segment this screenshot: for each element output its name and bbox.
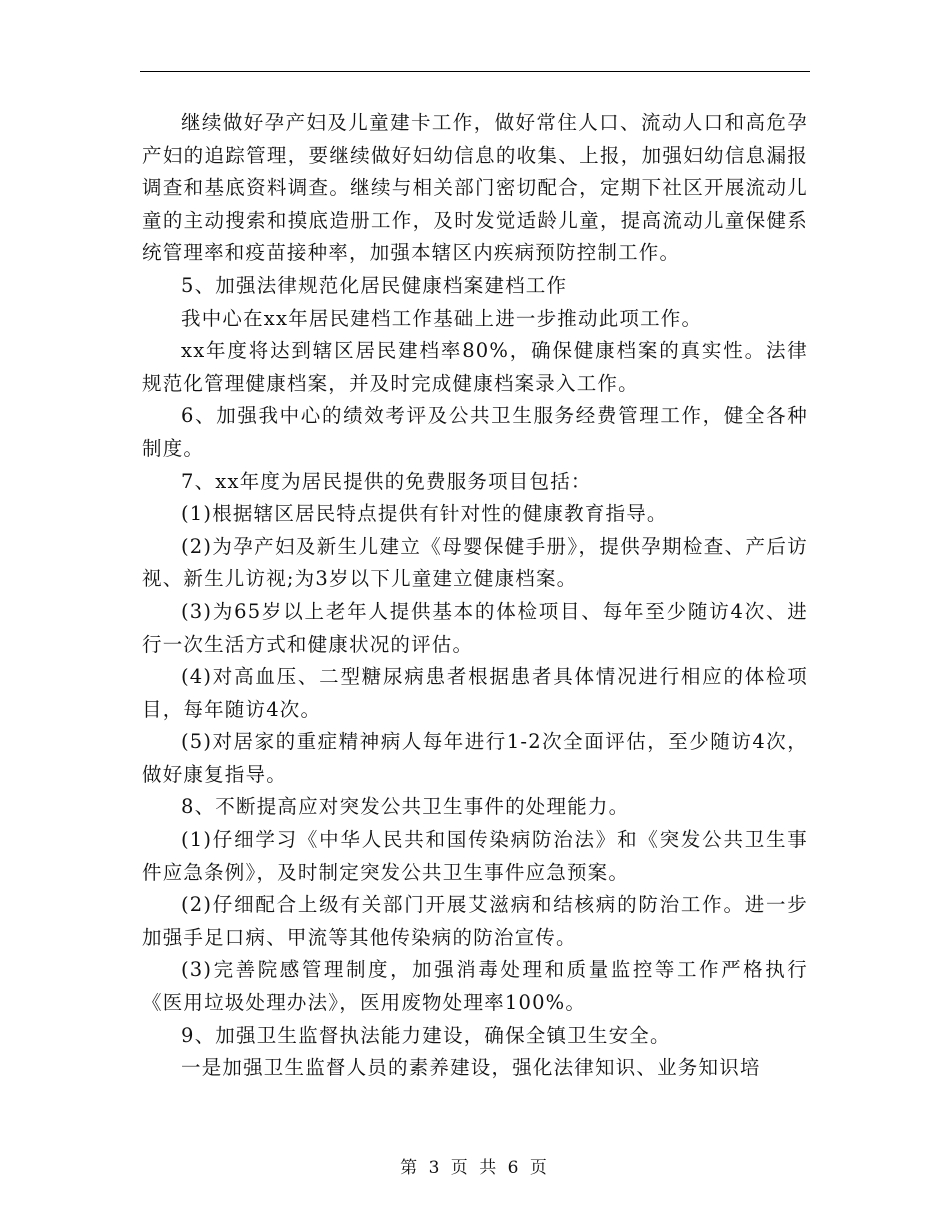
page-number-label: 第 3 页 共 6 页 xyxy=(400,1158,550,1178)
paragraph: 6、加强我中心的绩效考评及公共卫生服务经费管理工作，健全各种制度。 xyxy=(142,404,808,460)
paragraph: 9、加强卫生监督执法能力建设，确保全镇卫生安全。 xyxy=(181,1023,671,1047)
paragraph: (3)为65岁以上老年人提供基本的体检项目、每年至少随访4次、进行一次生活方式和健康状况的评估。 xyxy=(142,599,808,656)
paragraph: 8、不断提高应对突发公共卫生事件的处理能力。 xyxy=(181,795,630,819)
paragraph: (1)仔细学习《中华人民共和国传染病防治法》和《突发公共卫生事件应急条例》，及时制定突发公共卫生事件应急预案。 xyxy=(142,828,808,884)
paragraph: (4)对高血压、二型糖尿病患者根据患者具体情况进行相应的体检项目，每年随访4次。 xyxy=(142,665,808,721)
paragraph: xx年度将达到辖区居民建档率80%，确保健康档案的真实性。法律规范化管理健康档案，并及时完成健康档案录入工作。 xyxy=(142,339,808,395)
page-footer xyxy=(0,1153,950,1178)
paragraph: 我中心在xx年居民建档工作基础上进一步推动此项工作。 xyxy=(181,306,703,330)
header-rule xyxy=(140,71,810,72)
paragraph: 7、xx年度为居民提供的免费服务项目包括： xyxy=(181,469,592,493)
paragraph: 一是加强卫生监督人员的素养建设，强化法律知识、业务知识培 xyxy=(181,1056,761,1080)
document-body xyxy=(142,107,808,1085)
paragraph: (3)完善院感管理制度，加强消毒处理和质量监控等工作严格执行《医用垃圾处理办法》，医用废物处理率100%。 xyxy=(142,958,808,1015)
paragraph: (5)对居家的重症精神病人每年进行1-2次全面评估，至少随访4次，做好康复指导。 xyxy=(142,730,808,786)
paragraph: (2)为孕产妇及新生儿建立《母婴保健手册》，提供孕期检查、产后访视、新生儿访视;为3岁以下儿童建立健康档案。 xyxy=(142,534,808,591)
paragraph: (1)根据辖区居民特点提供有针对性的健康教育指导。 xyxy=(181,502,668,526)
paragraph: 5、加强法律规范化居民健康档案建档工作 xyxy=(181,273,568,297)
paragraph: (2)仔细配合上级有关部门开展艾滋病和结核病的防治工作。进一步加强手足口病、甲流等其他传染病的防治宣传。 xyxy=(142,893,808,949)
paragraph: 继续做好孕产妇及儿童建卡工作，做好常住人口、流动人口和高危孕产妇的追踪管理，要继续做好妇幼信息的收集、上报，加强妇幼信息漏报调查和基底资料调查。继续与相关部门密切配合，定期下社区开展流动儿童的主动搜索和摸底造册工作，及时发觉适龄儿童，提高流动儿童保健系统管理率和疫苗接种率，加强本辖区内疾病预防控制工作。 xyxy=(142,111,808,265)
